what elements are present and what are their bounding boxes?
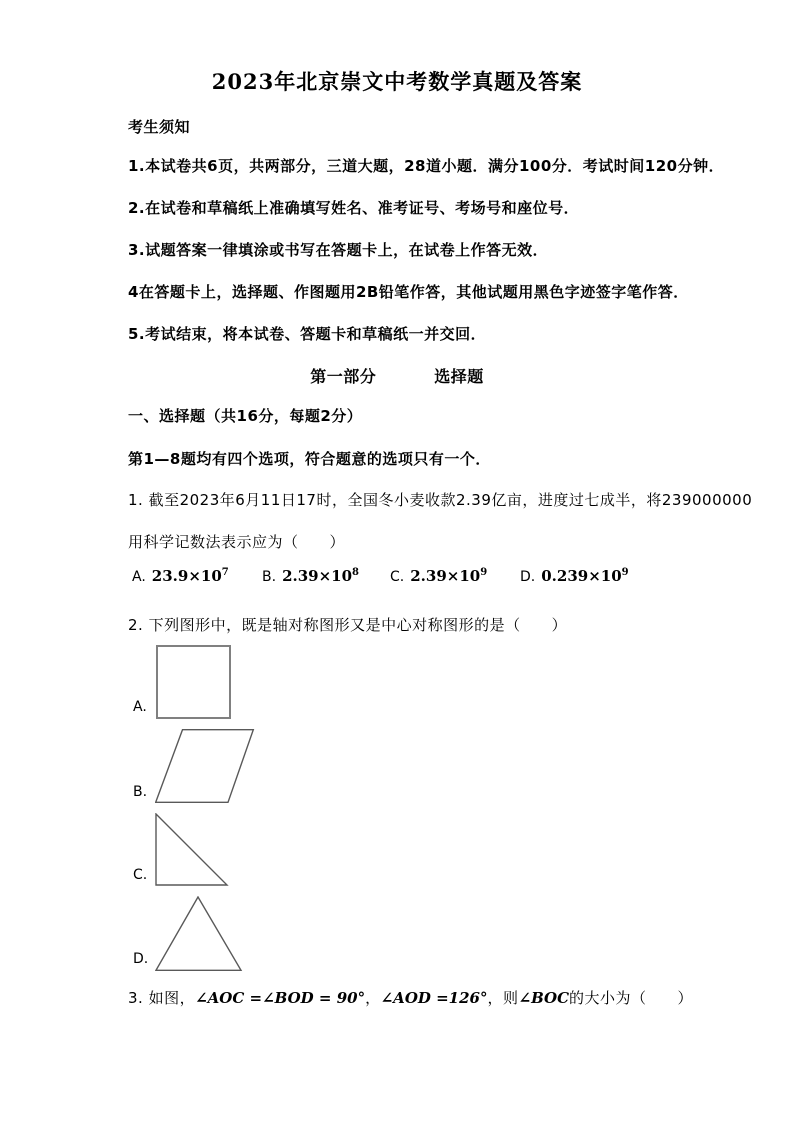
question-3-suffix: 的大小为（ ） — [569, 989, 694, 1007]
question-1-text-line2: 用科学记数法表示应为（ ） — [128, 533, 346, 551]
option-d-exponent: 9 — [621, 567, 629, 578]
notice-item-4: 4在答题卡上，选择题、作图题用2B铅笔作答，其他试题用黑色字迹签字笔作答． — [128, 283, 689, 301]
notice-header: 考生须知 — [128, 118, 191, 136]
option-d-letter: D. — [520, 569, 536, 585]
question-1-option-d — [520, 566, 629, 585]
question-3-text — [128, 987, 693, 1008]
option-a-exponent: 7 — [221, 567, 229, 578]
question-1-option-a — [132, 566, 229, 585]
isosceles-triangle-shape — [155, 896, 244, 972]
question-3-math-aod: ∠AOD =126° — [380, 989, 488, 1007]
question-3-separator-2: ，则 — [487, 989, 519, 1007]
notice-item-2: 2.在试卷和草稿纸上准确填写姓名、准考证号、考场号和座位号． — [128, 199, 580, 217]
notice-item-5: 5.考试结束，将本试卷、答题卡和草稿纸一并交回． — [128, 325, 487, 343]
part1-heading-left: 第一部分 — [310, 367, 377, 386]
part1-heading-right: 选择题 — [434, 367, 484, 386]
question-1-option-b — [262, 566, 359, 585]
part1-heading — [0, 364, 794, 387]
question-3-math-aoc-bod: ∠AOC =∠BOD = 90° — [195, 989, 366, 1007]
option-b-exponent: 8 — [352, 567, 360, 578]
question-1-option-c — [390, 566, 487, 585]
option-c-exponent: 9 — [480, 567, 488, 578]
question-2-option-c-label: C. — [133, 867, 148, 883]
question-1-text-line1: 1. 截至2023年6月11日17时，全国冬小麦收款2.39亿亩，进度过七成半，将239000000 — [128, 491, 753, 509]
section1-title: 一、选择题（共16分，每题2分） — [128, 407, 363, 425]
question-2-text: 2. 下列图形中，既是轴对称图形又是中心对称图形的是（ ） — [128, 616, 568, 634]
option-b-value: $2.39\times 10^8$ — [282, 567, 360, 585]
question-2-option-b-label: B. — [133, 784, 148, 800]
option-d-value: $0.239\times 10^9$ — [541, 567, 629, 585]
choice-note: 第1—8题均有四个选项，符合题意的选项只有一个． — [128, 450, 491, 468]
notice-item-3: 3.试题答案一律填涂或书写在答题卡上，在试卷上作答无效． — [128, 241, 549, 259]
option-c-letter: C. — [390, 569, 405, 585]
square-shape — [155, 644, 233, 721]
question-3-separator-1: ， — [365, 989, 381, 1007]
question-3-prefix: 3. 如图， — [128, 989, 196, 1007]
question-2-option-a-label: A. — [133, 699, 147, 715]
notice-item-1: 1.本试卷共6页，共两部分，三道大题，28道小题．满分100分．考试时间120分钟． — [128, 157, 725, 175]
option-b-letter: B. — [262, 569, 277, 585]
question-3-math-boc: ∠BOC — [518, 989, 570, 1007]
parallelogram-shape — [155, 729, 256, 804]
option-a-value: $23.9\times 10^7$ — [151, 567, 229, 585]
option-c-value: $2.39\times 10^9$ — [410, 567, 488, 585]
option-a-letter: A. — [132, 569, 146, 585]
question-2-option-d-label: D. — [133, 951, 149, 967]
page-title: 2023年北京崇文中考数学真题及答案 — [211, 69, 583, 94]
right-triangle-shape — [155, 813, 230, 887]
